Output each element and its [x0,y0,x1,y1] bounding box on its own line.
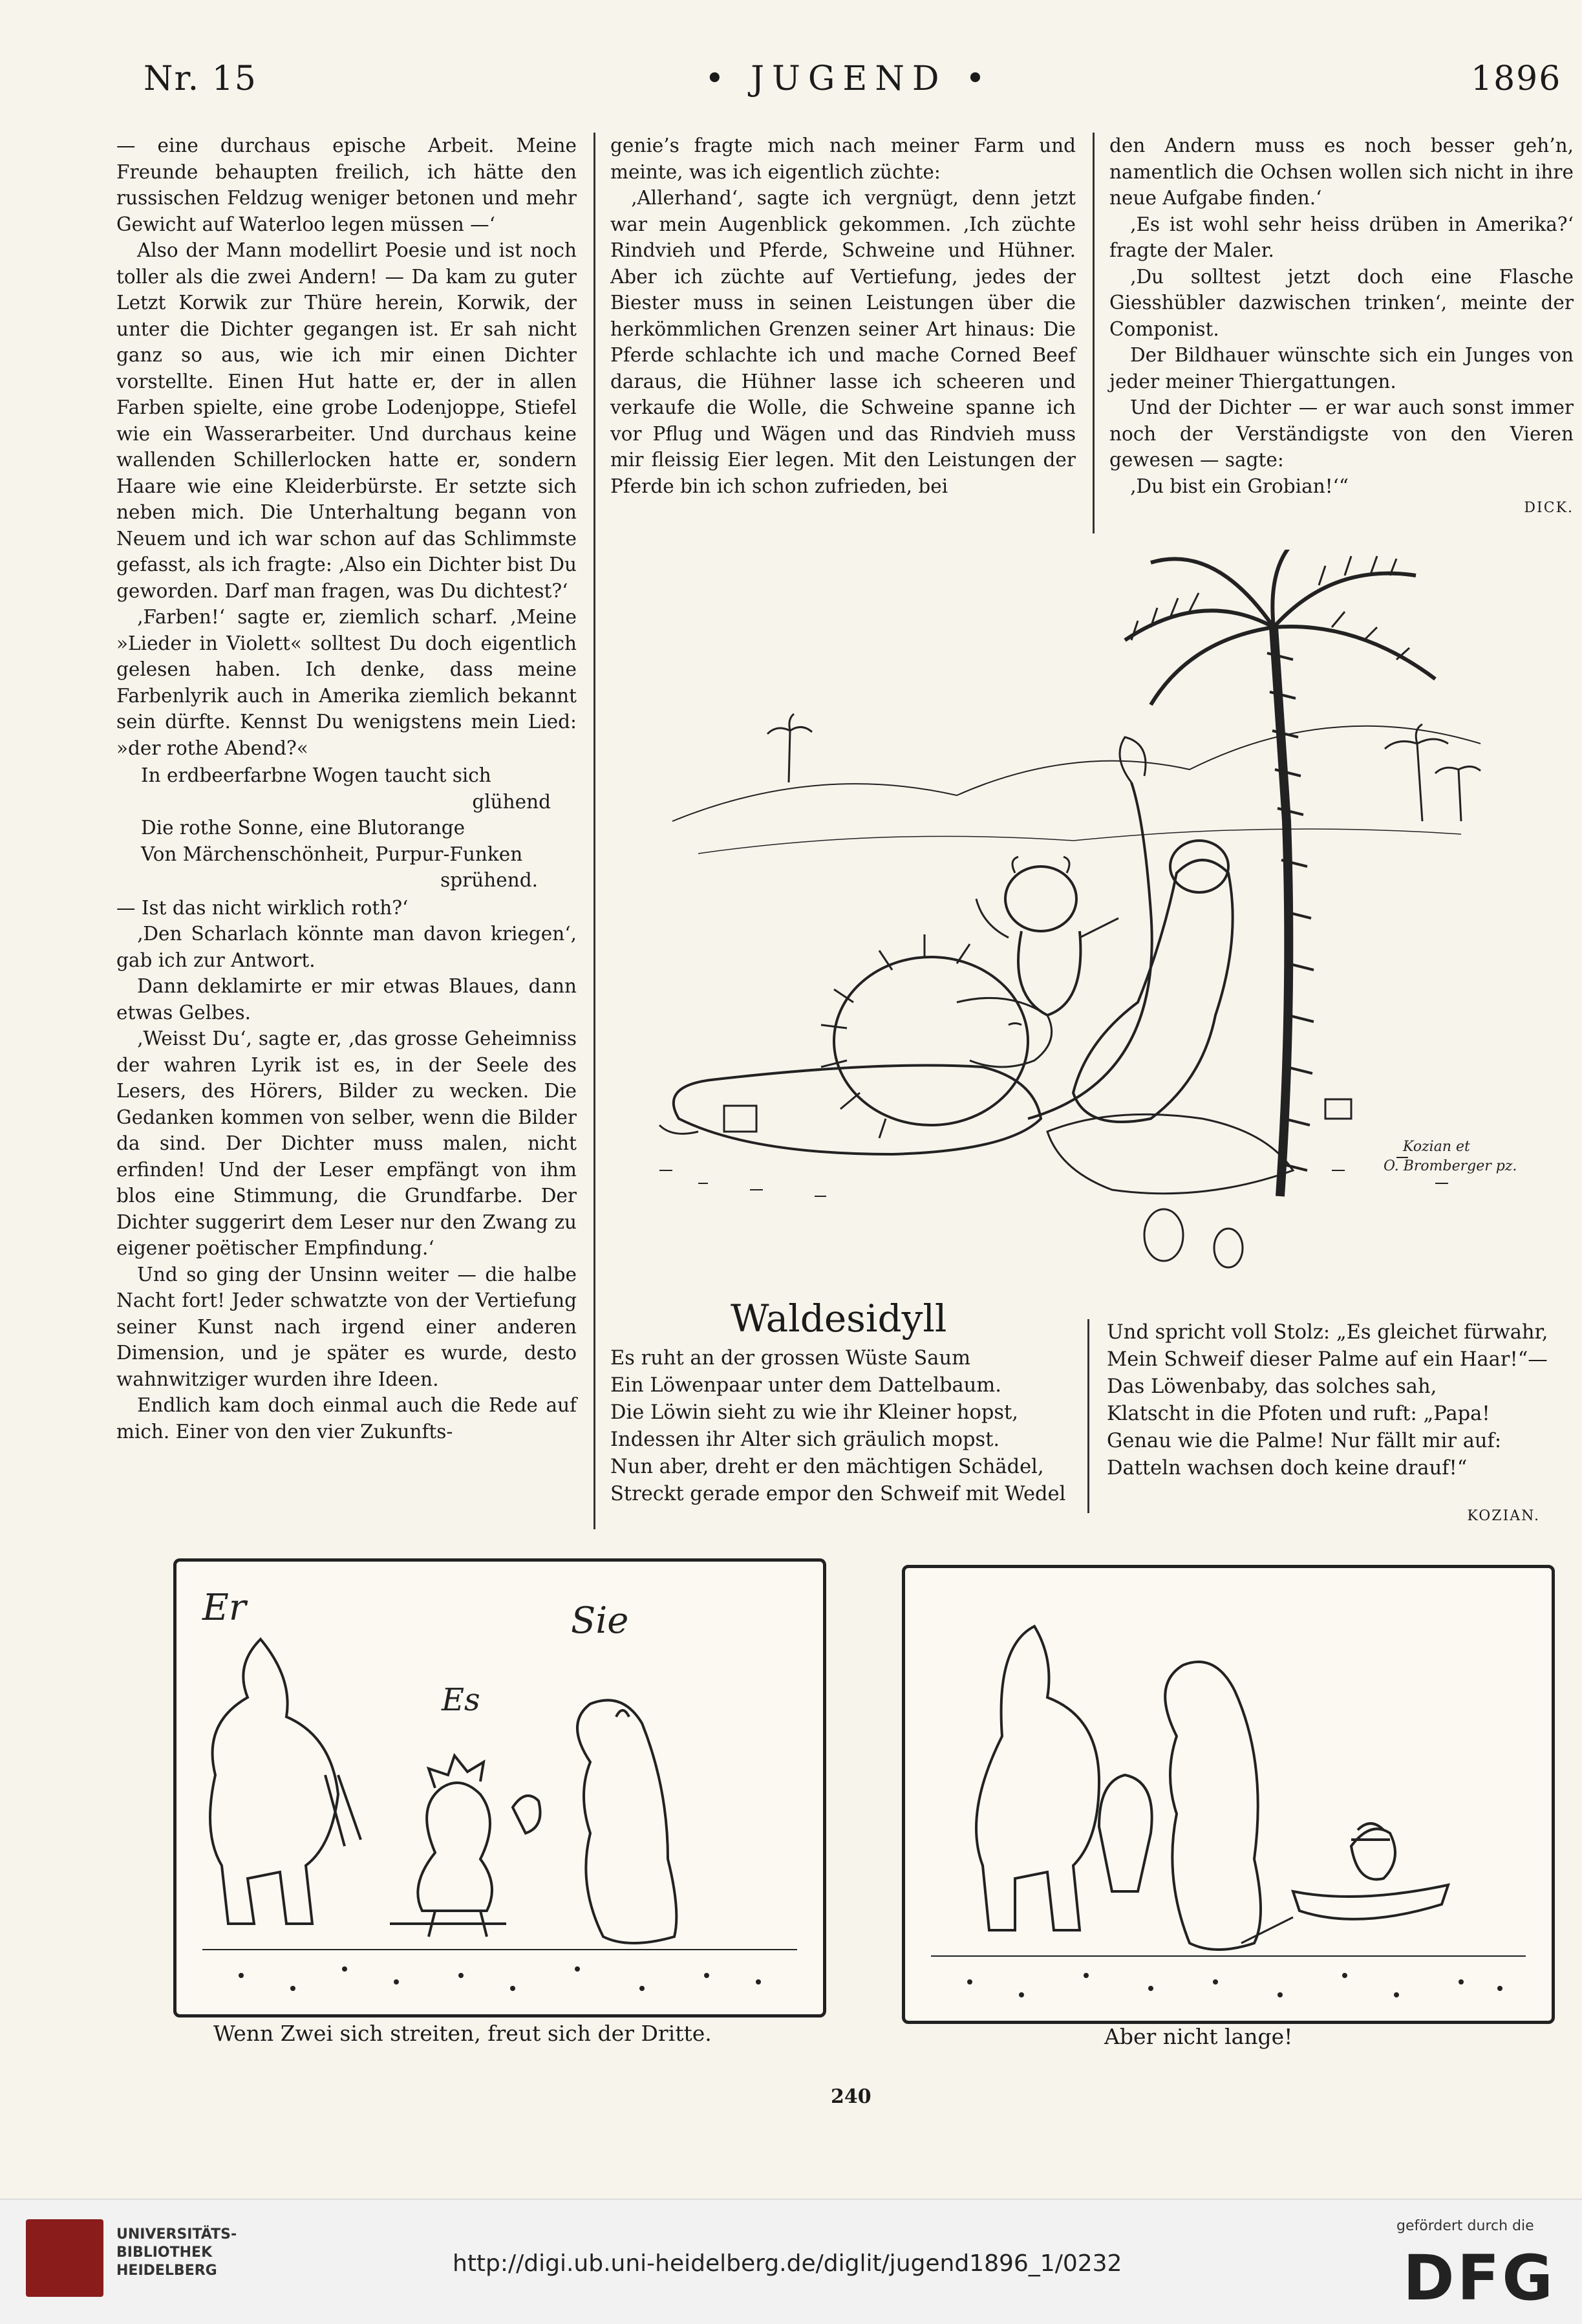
column-rule [1093,133,1095,533]
page-number: 240 [831,2085,871,2108]
poem-line: Das Löwenbaby, das solches sah, [1107,1375,1437,1398]
dfg-logo: DFG [1403,2242,1556,2314]
verse-line: glühend [472,790,551,813]
cartoon-caption-right: Aber nicht lange! [1104,2024,1293,2049]
text-column-2 [610,133,1076,499]
verse-line: sprühend. [440,869,538,891]
library-name-line: UNIVERSITÄTS- [116,2226,237,2243]
paragraph: ‚Du bist ein Grobian!‘“ [1130,475,1349,497]
funded-by-label: gefördert durch die [1396,2218,1534,2234]
journal-title: • JUGEND • [705,59,993,98]
poem-line: Ein Löwenpaar unter dem Dattelbaum. [610,1374,1001,1397]
paragraph: ‚Du solltest jetzt doch eine Flasche Giesshübler dazwischen trinken‘, meinte der Componist. [1109,265,1574,340]
cartoon-drawing-right [905,1568,1552,2021]
column-rule [593,133,595,1529]
digitization-footer [0,2199,1582,2324]
cartoon-caption-left: Wenn Zwei sich streiten, freut sich der Dritte. [213,2021,712,2046]
poem-line: Die Löwin sieht zu wie ihr Kleiner hopst, [610,1401,1018,1424]
poem-right-stanza [1107,1319,1572,1482]
paragraph: Dann deklamirte er mir etwas Blaues, dann etwas Gelbes. [116,975,577,1024]
poem-line: Nun aber, dreht er den mächtigen Schädel, [610,1456,1044,1478]
year: 1896 [1471,59,1562,98]
paragraph: ‚Allerhand‘, sagte ich vergnügt, denn jetzt war mein Augenblick gekommen. ‚Ich züchte Rindvieh und Pferde, Schweine und Hühner. Aber ich züchte auf Vertiefung, jedes der Biester muss in seinen Leistungen über die herkömmlichen Grenzen seiner Art hinaus: Die Pferde schlachte ich und mache Corned Beef daraus, die Hühner lasse ich scheeren und verkaufe die Wolle, die Schweine spanne ich vor Pflug und Wägen und das Rindvieh muss mir fleissig Eier legen. Mit den Leistungen der Pferde bin ich schon zufrieden, bei [610,187,1076,497]
poem-line: Streckt gerade empor den Schweif mit Wedel [610,1483,1066,1505]
permalink[interactable]: http://digi.ub.uni-heidelberg.de/diglit/jugend1896_1/0232 [453,2250,1122,2277]
poem-line: Genau wie die Palme! Nur fällt mir auf: [1107,1430,1502,1452]
paragraph: ‚Farben!‘ sagte er, ziemlich scharf. ‚Meine »Lieder in Violett« solltest Du doch eigentlich gelesen haben. Ich denke, dass meine Farbenlyrik auch in Amerika ziemlich bekannt sein dürfte. Kennst Du wenigstens mein Lied: »der rothe Abend?« [116,606,577,759]
author-signature: DICK. [1524,500,1574,516]
issue-number: Nr. 15 [144,59,257,98]
paragraph: ‚Weisst Du‘, sagte er, ‚das grosse Geheimniss der wahren Lyrik ist es, in der Seele des Lesers, des Hörers, Bilder zu wecken. Die Gedanken kommen von selber, wenn die Bilder da sind. Der Dichter muss malen, nicht erfinden! Und der Leser empfängt von ihm blos eine Stimmung, die Grundfarbe. Der Dichter suggerirt dem Leser nur den Zwang zu eigener poëtischer Empfindung.‘ [116,1028,577,1259]
paragraph: Endlich kam doch einmal auch die Rede auf mich. Einer von den vier Zukunfts- [116,1394,577,1443]
paragraph: ‚Den Scharlach könnte man davon kriegen‘, gab ich zur Antwort. [116,923,577,971]
verse [116,762,577,894]
poem-left-stanza [610,1345,1076,1508]
poem-line: Klatscht in die Pfoten und ruft: „Papa! [1107,1403,1490,1425]
poem-title: Waldesidyll [731,1296,947,1340]
paragraph: den Andern muss es noch besser geh’n, namentlich die Ochsen wollen sich nicht in ihre neue Aufgabe finden.‘ [1109,134,1574,209]
verse-line: Von Märchenschönheit, Purpur-Funken [141,843,523,865]
paragraph: Und der Dichter — er war auch sonst immer noch der Verständigste von den Vieren gewesen — sagte: [1109,396,1574,471]
paragraph: — Ist das nicht wirklich roth?‘ [116,896,409,919]
library-name-line: HEIDELBERG [116,2263,217,2279]
poem-line: Es ruht an der grossen Wüste Saum [610,1347,971,1370]
library-name-line: BIBLIOTHEK [116,2244,213,2261]
lion-palm-illustration [621,550,1571,1287]
cartoon-panel-right [902,1565,1555,2024]
cartoon-label-es: Es [442,1682,480,1718]
paragraph: Also der Mann modellirt Poesie und ist noch toller als die zwei Andern! — Da kam zu guter Letzt Korwik zur Thüre herein, Korwik, der unter die Dichter gegangen ist. Er sah nicht ganz so aus, wie ich mir einen Dichter vorstellte. Einen Hut hatte er, der in allen Farben spielte, eine grobe Lodenjoppe, Stiefel wie ein Wasserarbeiter. Und durchaus keine wallenden Schillerlocken hatte er, sondern Haare wie eine Kleiderbürste. Er setzte sich neben mich. Die Unterhaltung begann von Neuem und ich war schon auf das Schlimmste gefasst, als ich fragte: ‚Also ein Dichter bist Du geworden. Darf man fragen, was Du dichtest?‘ [116,239,577,602]
paragraph: Der Bildhauer wünschte sich ein Junges von jeder meiner Thiergattungen. [1109,344,1574,393]
illustration-signature: Kozian et [1403,1139,1470,1155]
cartoon-label-er: Er [202,1587,246,1629]
library-name [116,2226,237,2280]
poem-signature: KOZIAN. [1467,1508,1540,1524]
paragraph: — eine durchaus epische Arbeit. Meine Freunde behaupten freilich, ich hätte den russischen Feldzug weniger betonen und mehr Gewicht auf Waterloo legen müssen —‘ [116,134,577,235]
poem-line: Mein Schweif dieser Palme auf ein Haar!“— [1107,1348,1548,1371]
paragraph: genie’s fragte mich nach meiner Farm und meinte, was ich eigentlich züchte: [610,134,1076,183]
verse-line: In erdbeerfarbne Wogen taucht sich [141,764,491,786]
poem-line: Und spricht voll Stolz: „Es gleichet fürwahr, [1107,1321,1548,1344]
illustration-signature: O. Bromberger pz. [1384,1158,1517,1174]
poem-line: Datteln wachsen doch keine drauf!“ [1107,1457,1468,1479]
cartoon-drawing-left [176,1562,823,2014]
poem-line: Indessen ihr Alter sich gräulich mopst. [610,1428,1000,1451]
text-column-3 [1109,133,1574,522]
library-logo-icon [26,2219,103,2297]
verse-line: Die rothe Sonne, eine Blutorange [141,817,465,839]
column-rule [1087,1319,1089,1513]
paragraph: Und so ging der Unsinn weiter — die halbe Nacht fort! Jeder schwatzte von der Vertiefung seiner Kunst nach irgend einer anderen Dimension, und je später es wurde, desto wahnwitziger wurden ihre Ideen. [116,1263,577,1390]
cartoon-panel-left [173,1558,826,2017]
cartoon-label-sie: Sie [571,1600,629,1642]
text-column-1 [116,133,577,1445]
paragraph: ‚Es ist wohl sehr heiss drüben in Amerika?‘ fragte der Maler. [1109,213,1574,261]
